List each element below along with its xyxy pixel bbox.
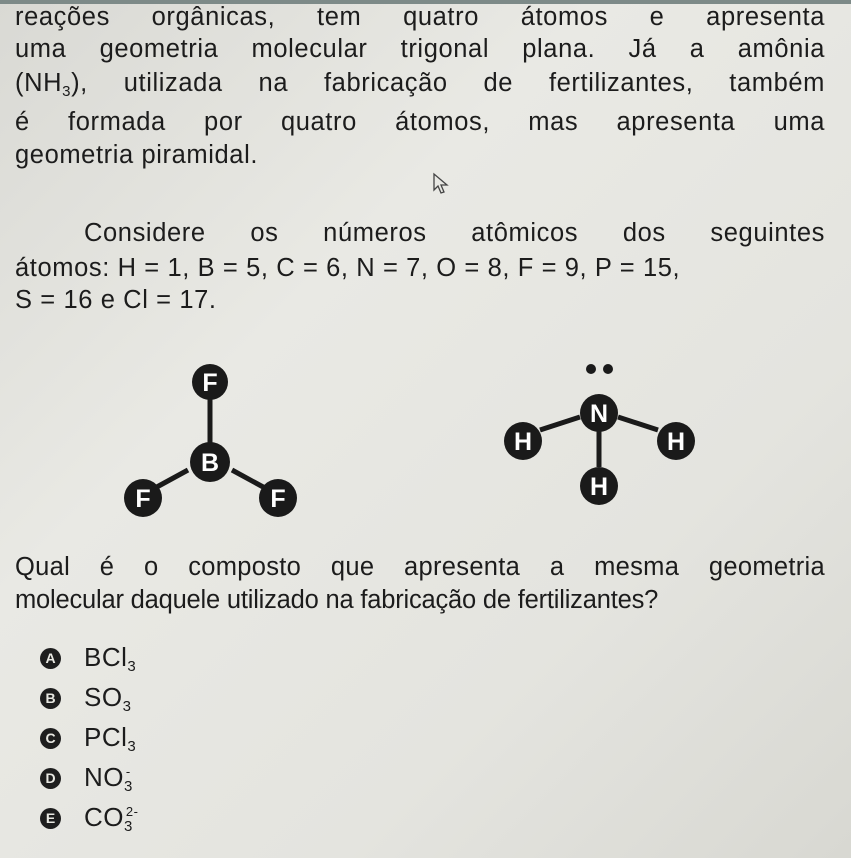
question-line-2: molecular daquele utilizado na fabricação de fertilizantes?: [15, 586, 659, 614]
intro-line-4: é formada por quatro átomos, mas apresenta uma: [15, 108, 825, 136]
question-line-1: Qual é o composto que apresenta a mesma geometria: [15, 553, 825, 581]
intro-line-3: [15, 69, 825, 106]
intro-paragraph: [15, 3, 825, 170]
question-paragraph: [15, 553, 825, 615]
formula-nh3-subscript: 3: [62, 83, 72, 100]
atomic-line-1: Considere os números atômicos dos seguintes: [84, 219, 825, 247]
bond-b-f-left: [155, 470, 188, 488]
option-b-letter-icon: B: [40, 688, 61, 709]
atom-b-center: [190, 442, 230, 482]
atomic-line-3: S = 16 e Cl = 17.: [15, 286, 217, 314]
atomic-numbers-paragraph: [15, 219, 825, 315]
svg-text:F: F: [270, 485, 286, 513]
svg-text:N: N: [589, 400, 609, 428]
atom-h-right: [657, 422, 695, 460]
bond-b-f-right: [232, 470, 265, 488]
lone-pair-dot-left: [586, 364, 596, 374]
formula-nh3: (NH: [15, 69, 63, 97]
intro-line-5: geometria piramidal.: [15, 141, 259, 169]
svg-text:B: B: [200, 449, 220, 477]
nh3-structure-diagram: [490, 355, 730, 525]
atom-h-bottom: [580, 467, 618, 505]
option-a-letter-icon: A: [40, 648, 61, 669]
option-e-formula: $CO_3^{2-}$: [84, 801, 139, 835]
option-d-formula: $NO_3^-$: [84, 761, 133, 795]
option-a-formula: BCl$_3$: [84, 641, 137, 675]
atomic-line-2: átomos: H = 1, B = 5, C = 6, N = 7, O = 8, F = 9, P = 15,: [15, 254, 681, 282]
option-e-letter-icon: E: [40, 808, 61, 829]
intro-line-1: reações orgânicas, tem quatro átomos e apresenta: [15, 3, 825, 31]
mouse-pointer-icon: [432, 172, 452, 196]
option-c-letter-icon: C: [40, 728, 61, 749]
bond-n-h-left: [540, 417, 580, 430]
svg-text:H: H: [589, 473, 609, 501]
atom-f-left: [124, 479, 162, 517]
option-d-letter-icon: D: [40, 768, 61, 789]
bf3-structure-diagram: [100, 350, 340, 530]
atom-f-top: [192, 364, 228, 400]
svg-text:H: H: [513, 428, 533, 456]
option-b-formula: $SO_3$: [84, 681, 132, 715]
option-c-formula: PCl$_3$: [84, 721, 137, 755]
intro-line-2: uma geometria molecular trigonal plana. Já a amônia: [15, 35, 825, 63]
atom-h-left: [504, 422, 542, 460]
bond-n-h-right: [618, 417, 658, 430]
svg-text:H: H: [666, 428, 686, 456]
atom-n-center: [580, 394, 618, 432]
intro-line-3-rest: ), utilizada na fabricação de fertilizantes, também: [71, 69, 825, 97]
atom-f-right: [259, 479, 297, 517]
svg-text:F: F: [202, 369, 218, 397]
svg-text:F: F: [135, 485, 151, 513]
lone-pair-dot-right: [603, 364, 613, 374]
